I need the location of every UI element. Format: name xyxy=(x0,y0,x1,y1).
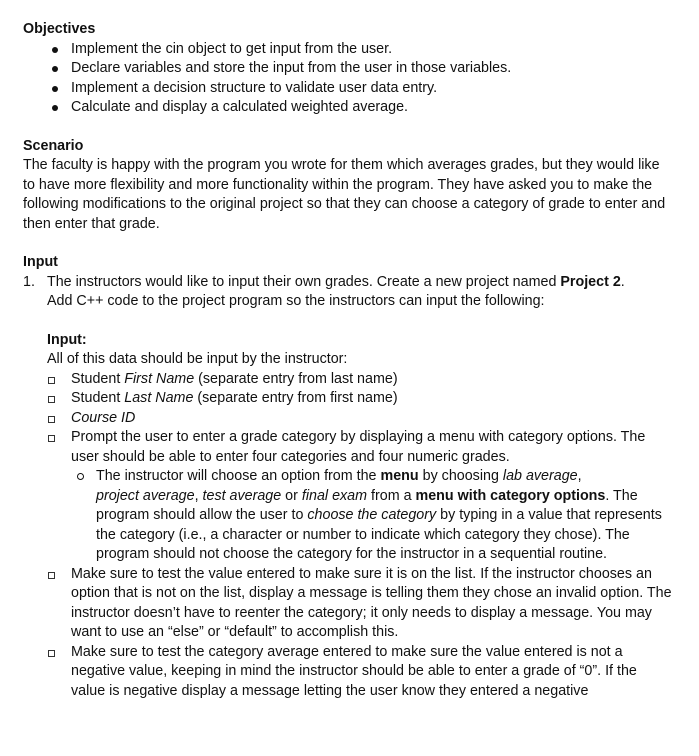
text: choose the category xyxy=(307,507,437,523)
text: (separate entry from last name) xyxy=(194,370,398,387)
text: lab average xyxy=(502,468,578,484)
list-item-last-name xyxy=(47,389,675,409)
text: test average xyxy=(202,487,282,504)
item1-text-c: Add C++ code to the project program so the instructors can input the following: xyxy=(47,293,545,309)
course-id-label: Course ID xyxy=(71,409,136,426)
objectives-heading: Objectives xyxy=(23,21,96,37)
item1-text-a: The instructors would like to input their own grades. Create a new project named xyxy=(47,273,561,290)
text: Student xyxy=(71,370,125,387)
input-heading: Input xyxy=(23,254,58,270)
list-item-test-negative: Make sure to test the category average entered to make sure the value entered is not a negative value, keeping in mind the instructor should be able to enter a grade of “0”. If the value is negative display a message letting the user know they entered a negative xyxy=(47,643,675,702)
text: (separate entry from first name) xyxy=(193,390,398,406)
input-fields-list xyxy=(47,370,675,702)
text: by typing in a value that represents the category (i.e., a character or number to indicate which category they chose). The program should not choose the category for the instructor in a sequential routine. xyxy=(96,507,662,562)
list-item-course-id xyxy=(47,409,675,429)
prompt-text: Prompt the user to enter a grade category by displaying a menu with category options. The user should be able to enter four categories and four numeric grades. xyxy=(71,429,646,465)
menu-detail-item xyxy=(47,467,675,565)
objective-item: Calculate and display a calculated weighted average. xyxy=(23,98,675,118)
text: , xyxy=(194,487,203,504)
scenario-text: The faculty is happy with the program you wrote for them which averages grades, but they would like to have more flexibility and more functionality within the program. They have asked you to make the following modifications to the original project so that they can choose a category of grade to enter and then enter that grade. xyxy=(23,157,666,232)
input-list-item-1 xyxy=(23,273,675,312)
objectives-list xyxy=(23,40,675,118)
input-numbered-list xyxy=(23,273,675,312)
objective-item: Implement the cin object to get input from the user. xyxy=(23,40,675,60)
text: final exam xyxy=(301,487,368,504)
text: from a xyxy=(367,487,416,504)
list-item-prompt xyxy=(47,428,675,565)
project-name: Project 2 xyxy=(560,273,621,290)
menu-detail-list xyxy=(47,467,675,565)
text: The instructor will choose an option from the xyxy=(96,468,381,484)
text: menu xyxy=(380,468,419,484)
scenario-heading: Scenario xyxy=(23,137,84,154)
text: Student xyxy=(71,390,125,406)
list-item-first-name xyxy=(47,370,675,390)
input-details-block xyxy=(47,331,675,702)
item1-text-b: . xyxy=(620,273,625,290)
objective-item: Declare variables and store the input from the user in those variables. xyxy=(23,59,675,79)
list-item-test-list: Make sure to test the value entered to make sure it is on the list. If the instructor chooses an option that is not on the list, display a message is telling them they chose an invalid option. The instructor doesn’t have to reenter the category; it only needs to display a message. You may want to use an “else” or “default” to accomplish this. xyxy=(47,565,675,643)
text: by choosing xyxy=(418,468,503,484)
last-name-label: Last Name xyxy=(124,390,194,406)
text: or xyxy=(281,487,302,504)
text: menu with category options xyxy=(415,487,606,504)
input-sub-intro: All of this data should be input by the instructor: xyxy=(47,351,348,367)
input-sub-heading: Input: xyxy=(47,331,87,348)
text: project average xyxy=(96,487,195,504)
text: . The program should allow the user to xyxy=(96,487,638,523)
text: , xyxy=(577,468,582,484)
list-number: 1. xyxy=(23,273,35,290)
first-name-label: First Name xyxy=(124,370,195,387)
objective-item: Implement a decision structure to validate user data entry. xyxy=(23,79,675,99)
